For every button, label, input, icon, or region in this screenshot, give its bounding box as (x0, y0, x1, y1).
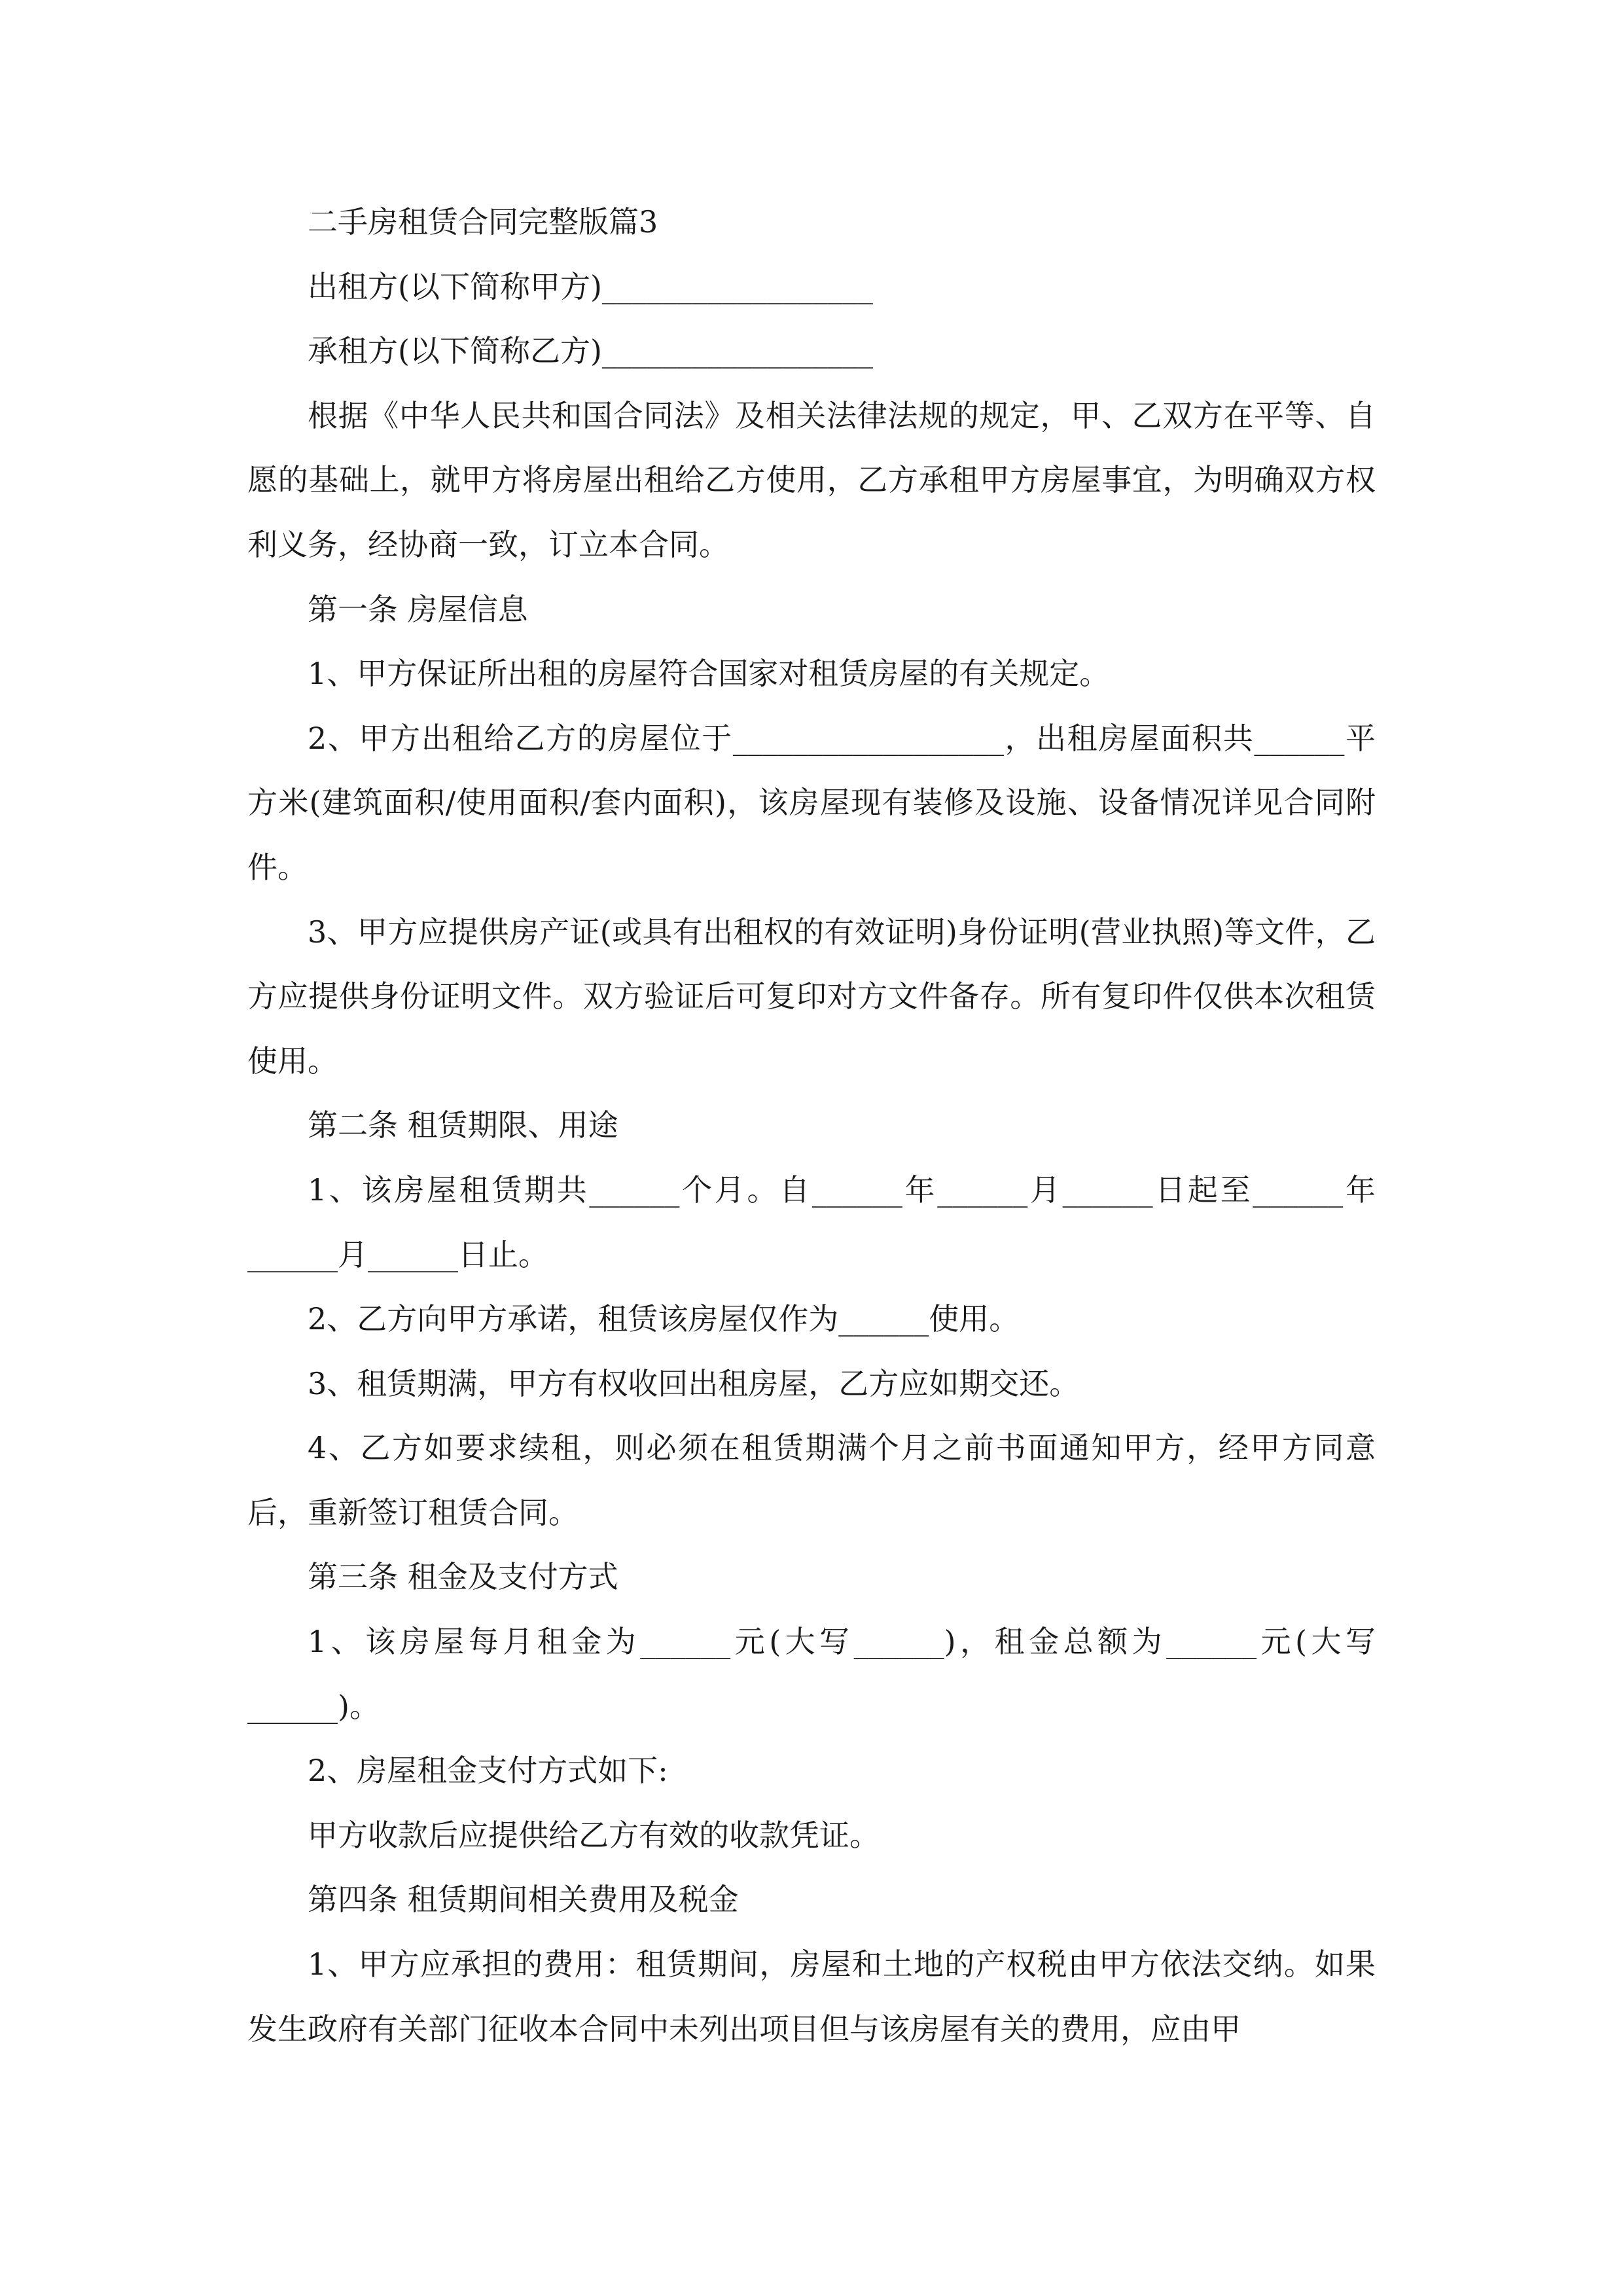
article-3-heading: 第三条 租金及支付方式 (308, 1559, 618, 1595)
article-2-clause-4: 4、乙方如要求续租，则必须在租赁期满个月之前书面通知甲方，经甲方同意后，重新签订租赁合同。 (247, 1430, 1376, 1530)
article-2-clause-1: 1、该房屋租赁期共______个月。自______年______月______日起至______年______月______日止。 (247, 1172, 1376, 1272)
article-3-note: 甲方收款后应提供给乙方有效的收款凭证。 (308, 1817, 880, 1853)
article-4-heading: 第四条 租赁期间相关费用及税金 (308, 1882, 739, 1918)
article-1-clause-2: 2、甲方出租给乙方的房屋位于__________________，出租房屋面积共______平方米(建筑面积/使用面积/套内面积)，该房屋现有装修及设施、设备情况详见合同附件。 (247, 720, 1376, 885)
contract-page (247, 190, 1376, 2061)
preamble-paragraph: 根据《中华人民共和国合同法》及相关法律法规的规定，甲、乙双方在平等、自愿的基础上，就甲方将房屋出租给乙方使用，乙方承租甲方房屋事宜，为明确双方权利义务，经协商一致，订立本合同。 (247, 397, 1376, 562)
article-1-heading: 第一条 房屋信息 (308, 591, 528, 627)
article-3-clause-2: 2、房屋租金支付方式如下: (308, 1753, 668, 1789)
article-1-clause-1: 1、甲方保证所出租的房屋符合国家对租赁房屋的有关规定。 (308, 656, 1110, 692)
lessee-line: 承租方(以下简称乙方)__________________ (308, 333, 873, 369)
article-2-heading: 第二条 租赁期限、用途 (308, 1107, 618, 1143)
article-2-clause-3: 3、租赁期满，甲方有权收回出租房屋，乙方应如期交还。 (308, 1365, 1080, 1401)
article-1-clause-3: 3、甲方应提供房产证(或具有出租权的有效证明)身份证明(营业执照)等文件，乙方应提供身份证明文件。双方验证后可复印对方文件备存。所有复印件仅供本次租赁使用。 (247, 914, 1376, 1079)
article-3-clause-1: 1、该房屋每月租金为______元(大写______)，租金总额为______元(大写______)。 (247, 1624, 1376, 1724)
article-4-clause-1: 1、甲方应承担的费用：租赁期间，房屋和土地的产权税由甲方依法交纳。如果发生政府有关部门征收本合同中未列出项目但与该房屋有关的费用，应由甲 (247, 1946, 1376, 2047)
article-2-clause-2: 2、乙方向甲方承诺，租赁该房屋仅作为______使用。 (308, 1301, 1020, 1337)
document-title: 二手房租赁合同完整版篇3 (308, 204, 658, 240)
lessor-line: 出租方(以下简称甲方)__________________ (308, 268, 873, 304)
